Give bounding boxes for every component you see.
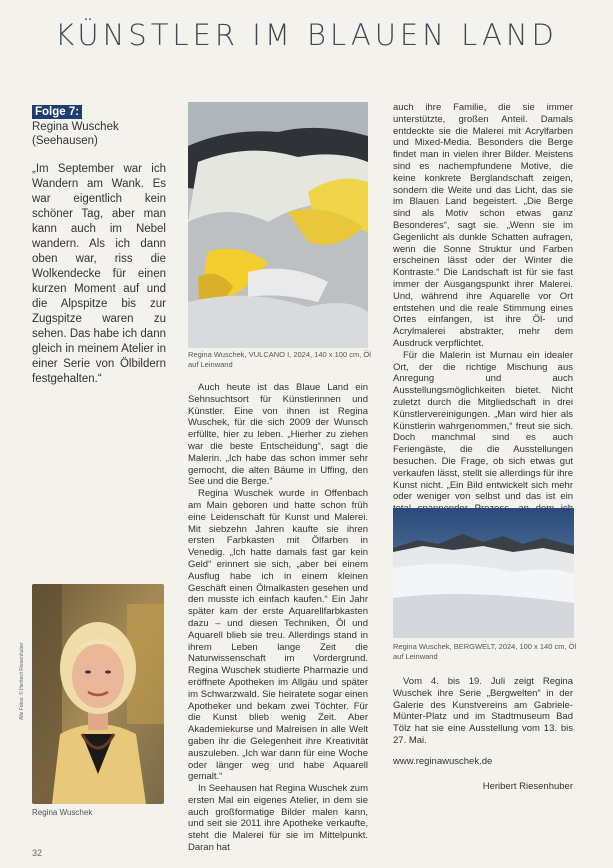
painting-bergwelt [393, 508, 574, 638]
paragraph: Regina Wuschek wurde in Offenbach am Main geboren und hatte schon früh eine Leidenschaft für Kunst und Malerei. Mit siebzehn Jahren kaufte sie ihren ersten Farbkasten mit Ölfarben in Venedig. „Ich hatte damals fast gar kein Geld“ erinnert sie sich, „aber bei einem Ausflug habe ich in einem kleinen Geschäft einen Ölmalkasten gesehen und den musste ich einfach kaufen.“ Ein Jahr später kam der erste Aquarellfarbkasten dazu – und diesen Techniken, Öl und Aquarell blieb sie treu. Allerdings stand in ihrem Leben lange Zeit die Naturwissenschaft im Vordergrund. Regina Wuschek studierte Pharmazie und eröffnete Apotheken im Allgäu und später im Schwarzwald. Sie heiratete sogar einen Apotheker und bekam zwei Töchter. Für die Kunst blieb wenig Zeit. Aber Akademiekurse und Malreisen in alle Welt gaben ihr die Gelegenheit ihre Kreativität auszuleben. „Ich war dann für eine Woche oder länger weg und habe Aquarell gemalt.“ [188, 488, 368, 783]
portrait-caption: Regina Wuschek [32, 808, 93, 817]
paragraph: Für die Malerin ist Murnau ein idealer Ort, der die richtige Mischung aus Anregung und auch Ausstellungsmöglichkeiten bietet. Nicht zuletzt durch die Mitgliedschaft in drei Künstlervereinigungen. „Man wird hier als Künstlerin wahrgenommen,“ freut sie sich. Doch manchmal sind es auch Feriengäste, die die Ausstellungen besuchen. Die Frage, ob sich etwas gut verkaufen lässt, stellt sie allerdings für ihre Kunst nicht. „Ein Bild entwickelt sich mehr oder weniger von selbst und das ist ein [393, 349, 573, 503]
artist-place: (Seehausen) [32, 135, 98, 147]
intro-column [32, 102, 166, 387]
exhibition-info [393, 676, 573, 747]
paragraph: In Seehausen hat Regina Wuschek zum ersten Mal ein eigenes Atelier, in dem sie auch großformatige Bilder malen kann, und seit sie 2011 ihre Apotheke verkaufte, steht die Malerei für sie im Mittelpunkt. Daran hat [188, 783, 368, 854]
artist-website-link[interactable]: www.reginawuschek.de [393, 756, 493, 767]
painting-vulcano [188, 102, 368, 348]
page-number: 32 [32, 848, 43, 858]
page-title: KÜNSTLER IM BLAUEN LAND [55, 18, 558, 52]
paragraph: auch ihre Familie, die sie immer unterstützte, großen Anteil. Damals entdeckte sie die Malerei mit Acrylfarben und Mixed-Media. Besonders die Berge findet man in vielen ihrer Bilder. Meistens sind es nachempfundene Motive, die keine konkrete Berglandschaft zeigen, sondern die Weite und das Licht, das sie im Blauen Land begeistert. „Die Berge sind als Motiv schon etwas ganz Besonderes“, sagt sie. „Wenn sie im Gegenlicht als dunkle Schatten aufragen, wenn die Sonne Struktur und Farben erscheinen lässt oder der Winter die Kontraste.“ Die Landschaft ist für sie fast immer der Ausgangspunkt ihrer Malerei. Und, während ihre Aquarelle vor Ort entstehen und die reale Stimmung eines Ortes einfangen, ist ihre Öl- und Acrylmalerei abstrakter, mehr dem Ausdruck verpflichtet. [393, 102, 573, 349]
author-name: Heribert Riesenhuber [482, 781, 573, 792]
intro-quote: „Im September war ich Wandern am Wank. Es war eigentlich kein schöner Tag, aber man kann auch im Nebel wandern. Als ich dann oben war, riss die Wolkendecke für einen kurzen Moment auf und die Alpspitze bis zur Zugspitze waren zu sehen. Das habe ich dann gleich in meinem Atelier in einer Serie von Ölbildern festgehalten.“ [32, 163, 166, 385]
artist-name: Regina Wuschek [32, 121, 119, 133]
painting-bergwelt-caption: Regina Wuschek, BERGWELT, 2024, 100 x 140 cm, Öl auf Leinwand [393, 642, 577, 661]
article-column-right [393, 102, 573, 527]
photo-credit: Alle Fotos: © Heribert Riesenhuber [19, 642, 25, 720]
series-badge: Folge 7: [32, 105, 82, 119]
paragraph: Vom 4. bis 19. Juli zeigt Regina Wuschek ihre Serie „Bergwelten“ in der Galerie des Kunstvereins am Gabriele-Münter-Platz und im Stadtmuseum Bad Tölz hat sie eine Ausstellung vom 13. bis 27. Mai. [393, 676, 573, 746]
article-column-middle [188, 382, 368, 854]
artist-portrait [32, 584, 164, 804]
painting-vulcano-caption: Regina Wuschek, VULCANO I, 2024, 140 x 100 cm, Öl auf Leinwand [188, 350, 371, 369]
paragraph: Auch heute ist das Blaue Land ein Sehnsuchtsort für Künstlerinnen und Künstler. Eine von ihnen ist Regina Wuschek, für die sich 2009 der Wunsch erfüllte, hier zu leben. „Hierher zu ziehen war die beste Entscheidung“, sagt die Malerin. „Ich habe das schon immer sehr gemocht, die alten Bäume in Uffing, den See und die Berge.“ [188, 382, 368, 488]
